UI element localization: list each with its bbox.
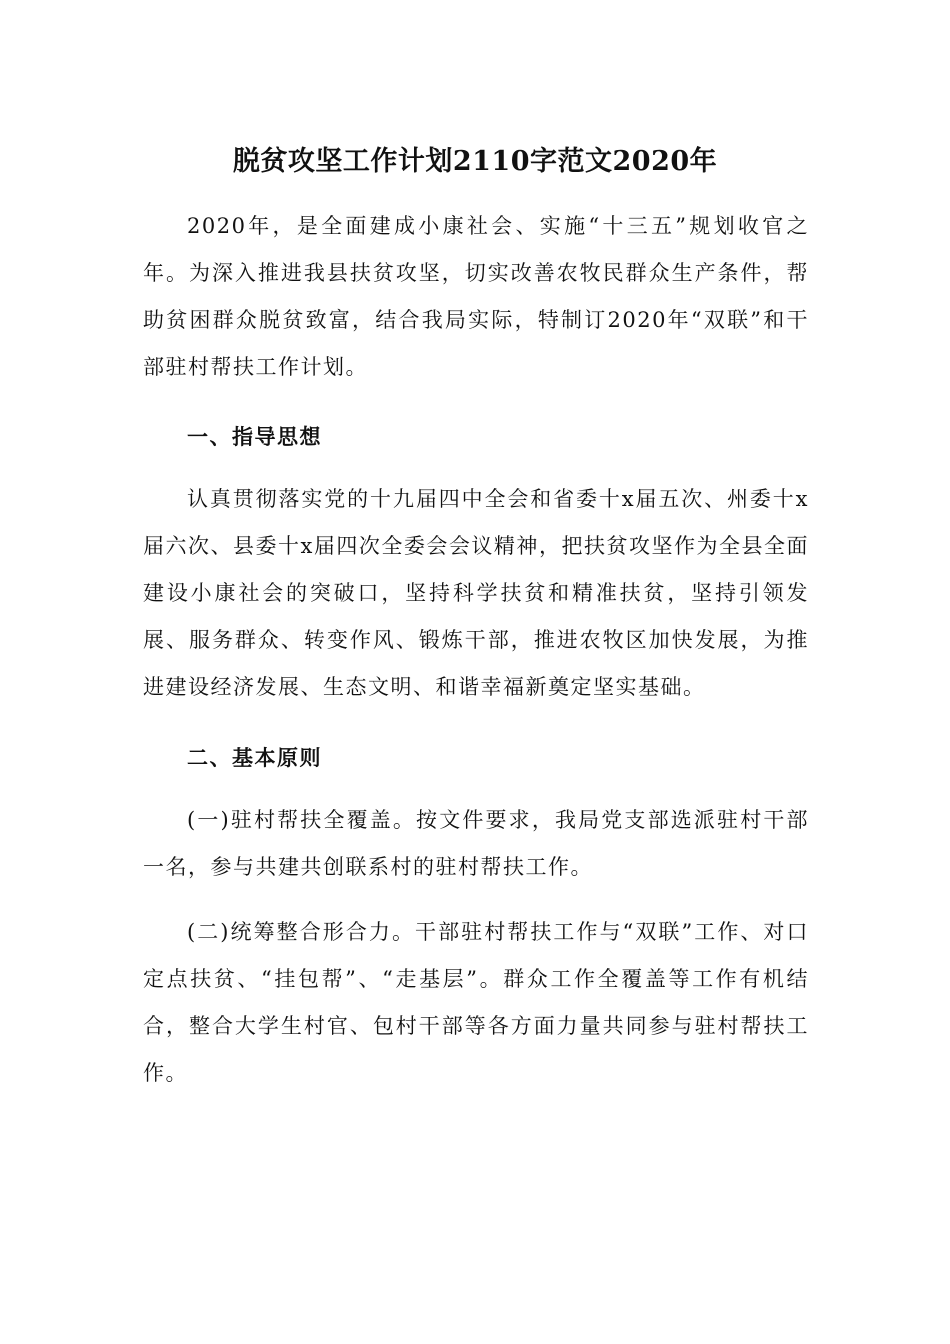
principle-item-2: (二)统筹整合形合力。干部驻村帮扶工作与“双联”工作、对口定点扶贫、“挂包帮”、“走基层”。群众工作全覆盖等工作有机结合，整合大学生村官、包村干部等各方面力量共同参与驻村帮扶工作。: [143, 920, 809, 1085]
section-heading-guiding-ideology: 一、指导思想: [187, 424, 322, 449]
document-title: 脱贫攻坚工作计划2110字范文2020年: [232, 146, 718, 177]
principle-item-1: (一)驻村帮扶全覆盖。按文件要求，我局党支部选派驻村干部一名，参与共建共创联系村的驻村帮扶工作。: [143, 808, 809, 879]
guiding-ideology-paragraph: 认真贯彻落实党的十九届四中全会和省委十x届五次、州委十x届六次、县委十x届四次全委会会议精神，把扶贫攻坚作为全县全面建设小康社会的突破口，坚持科学扶贫和精准扶贫，坚持引领发展、服务群众、转变作风、锻炼干部，推进农牧区加快发展，为推进建设经济发展、生态文明、和谐幸福新奠定坚实基础。: [143, 487, 809, 699]
section-heading-basic-principles: 二、基本原则: [187, 745, 322, 770]
intro-paragraph: 2020年，是全面建成小康社会、实施“十三五”规划收官之年。为深入推进我县扶贫攻坚，切实改善农牧民群众生产条件，帮助贫困群众脱贫致富，结合我局实际，特制订2020年“双联”和干部驻村帮扶工作计划。: [143, 214, 809, 379]
